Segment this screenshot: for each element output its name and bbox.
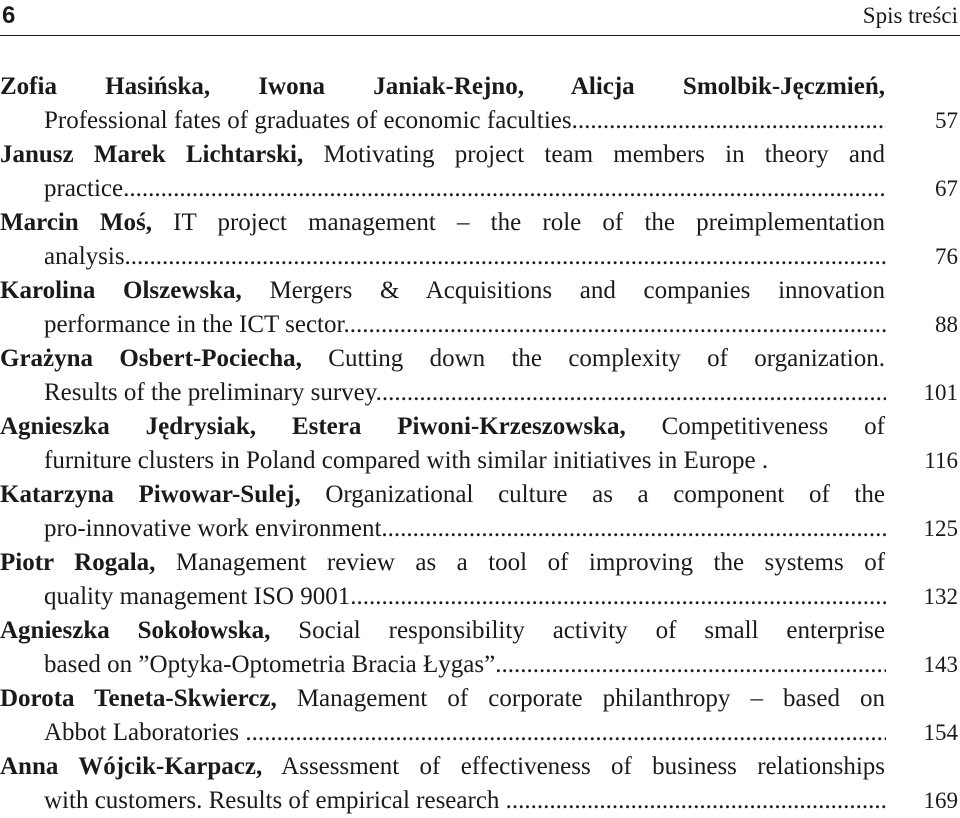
- toc-author: Agnieszka Sokołowska,: [0, 617, 271, 644]
- page-number: 6: [2, 2, 16, 29]
- toc-entry-line1: [0, 138, 885, 172]
- toc-title: IT project management – the role of the preimplementation: [173, 209, 885, 236]
- toc-leader-dots: [376, 379, 886, 406]
- toc-page-number: 154: [923, 720, 958, 745]
- toc-entry-line2: [0, 104, 958, 138]
- toc-leader-dots: [245, 719, 886, 746]
- toc-title: Management of corporate philanthropy – based on: [296, 685, 885, 712]
- toc-title: Organizational culture as a component of the: [325, 481, 885, 508]
- toc-entry[interactable]: [0, 410, 960, 478]
- toc-entry-line1: [0, 410, 885, 444]
- toc-entry-line2: [0, 308, 958, 342]
- toc-leader-dots: [506, 787, 886, 814]
- toc-leader-dots: [495, 651, 886, 678]
- toc-leader-dots: [572, 107, 886, 134]
- toc-entry-line1: [0, 682, 885, 716]
- toc-entry[interactable]: [0, 478, 960, 546]
- running-head: Spis treści: [862, 3, 958, 28]
- toc-entry-line1: [0, 342, 885, 376]
- page-header: [0, 0, 960, 38]
- toc-page-number: 88: [935, 312, 958, 337]
- toc-page-number: 101: [923, 380, 958, 405]
- toc-leader-dots: [350, 583, 886, 610]
- toc-title-continued: performance in the ICT sector: [44, 311, 344, 338]
- toc-entry[interactable]: [0, 138, 960, 206]
- toc-title: Cutting down the complexity of organization.: [328, 345, 885, 372]
- toc-author: Janusz Marek Lichtarski,: [0, 141, 304, 168]
- toc-title-continued: quality management ISO 9001: [44, 583, 351, 610]
- toc-author: Piotr Rogala,: [0, 549, 156, 576]
- toc-page-number: 57: [935, 108, 958, 133]
- toc-entry-line1: [0, 70, 885, 104]
- toc-entry[interactable]: [0, 206, 960, 274]
- toc-page-number: 169: [923, 788, 958, 813]
- toc-entry-line2: [0, 376, 958, 410]
- toc-title: Management review as a tool of improving the systems of: [175, 549, 885, 576]
- toc-page-number: 67: [935, 176, 958, 201]
- toc-title-continued: pro-innovative work environment: [44, 515, 382, 542]
- toc-author: Katarzyna Piwowar-Sulej,: [0, 481, 301, 508]
- toc-entry-line2: [0, 172, 958, 206]
- toc-entry-line1: [0, 614, 885, 648]
- toc-author: Dorota Teneta-Skwiercz,: [0, 685, 277, 712]
- toc-title-continued: furniture clusters in Poland compared with similar initiatives in Europe .: [44, 447, 769, 474]
- toc-entry[interactable]: [0, 70, 960, 138]
- toc-title-continued: practice: [44, 175, 124, 202]
- toc-entry-line1: [0, 206, 885, 240]
- toc-entry[interactable]: [0, 750, 960, 818]
- toc-title-continued: with customers. Results of empirical research: [44, 787, 500, 814]
- toc-entry-line1: [0, 478, 885, 512]
- toc-leader-dots: [343, 311, 886, 338]
- toc-page-number: 132: [923, 584, 958, 609]
- toc-page-number: 116: [924, 448, 958, 473]
- toc-entry-line2: [0, 784, 958, 818]
- toc-title: Mergers & Acquisitions and companies innovation: [269, 277, 885, 304]
- toc-leader-dots: [125, 243, 886, 270]
- toc-title-continued: Abbot Laboratories: [44, 719, 240, 746]
- toc-title: Motivating project team members in theory and: [323, 141, 885, 168]
- toc-title-continued: based on ”Optyka-Optometria Bracia Łygas”: [44, 651, 496, 678]
- table-of-contents: [0, 70, 960, 818]
- toc-author: Marcin Moś,: [0, 209, 152, 236]
- toc-entry-line2: [0, 648, 958, 682]
- toc-entry-line2: [0, 240, 958, 274]
- toc-entry-line1: [0, 274, 885, 308]
- toc-title-continued: Results of the preliminary survey: [44, 379, 376, 406]
- toc-title: Professional fates of graduates of economic faculties: [44, 107, 572, 134]
- toc-title: Competitiveness of: [661, 413, 885, 440]
- toc-author: Zofia Hasińska, Iwona Janiak-Rejno, Alicja Smolbik-Jęczmień,: [0, 73, 885, 100]
- toc-entry[interactable]: [0, 682, 960, 750]
- toc-entry[interactable]: [0, 342, 960, 410]
- toc-entry-line1: [0, 750, 885, 784]
- toc-entry[interactable]: [0, 614, 960, 682]
- toc-title: Assessment of effectiveness of business relationships: [281, 753, 885, 780]
- header-rule: [0, 35, 960, 36]
- toc-entry-line2: [0, 716, 958, 750]
- toc-author: Agnieszka Jędrysiak, Estera Piwoni-Krzeszowska,: [0, 413, 626, 440]
- toc-entry-line2: [0, 580, 958, 614]
- toc-page-number: 76: [935, 244, 958, 269]
- toc-author: Anna Wójcik-Karpacz,: [0, 753, 263, 780]
- toc-entry-line2: [0, 444, 958, 478]
- toc-title-continued: analysis: [44, 243, 125, 270]
- toc-leader-dots: [123, 175, 886, 202]
- toc-entry-line2: [0, 512, 958, 546]
- toc-entry[interactable]: [0, 546, 960, 614]
- toc-entry-line1: [0, 546, 885, 580]
- toc-entry[interactable]: [0, 274, 960, 342]
- toc-title: Social responsibility activity of small enterprise: [298, 617, 885, 644]
- toc-leader-dots: [381, 515, 886, 542]
- toc-author: Karolina Olszewska,: [0, 277, 242, 304]
- toc-page-number: 143: [923, 652, 958, 677]
- toc-page-number: 125: [923, 516, 958, 541]
- toc-author: Grażyna Osbert-Pociecha,: [0, 345, 302, 372]
